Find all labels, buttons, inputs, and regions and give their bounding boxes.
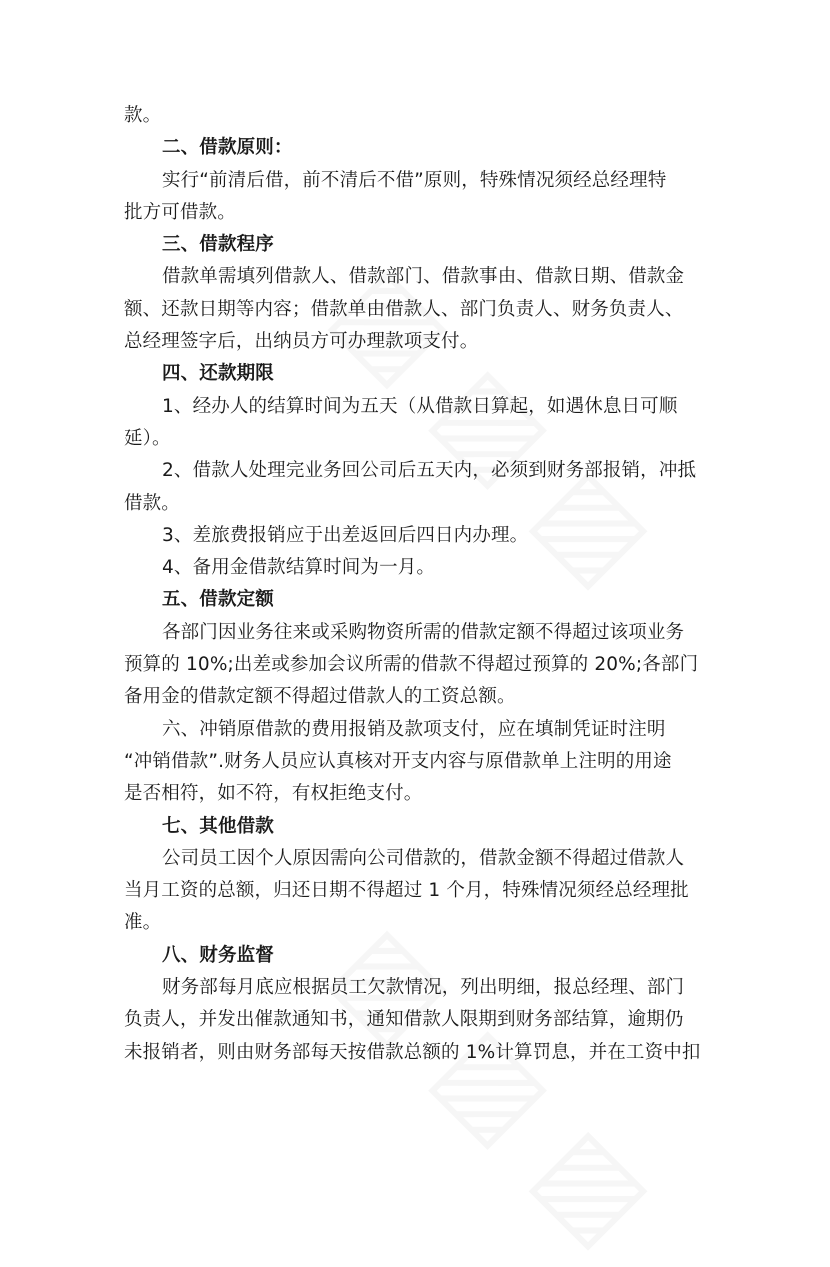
text-line: 公司员工因个人原因需向公司借款的，借款金额不得超过借款人 (162, 847, 685, 869)
text-line: 备用金的借款定额不得超过借款人的工资总额。 (124, 686, 516, 708)
text-line: 财务部每月底应根据员工欠款情况，列出明细，报总经理、部门 (162, 977, 685, 999)
text-line: “冲销借款”.财务人员应认真核对开支内容与原借款单上注明的用途 (124, 750, 672, 772)
text-line: 款。 (124, 105, 162, 126)
text-line: 批方可借款。 (124, 201, 236, 223)
section-heading: 八、财务监督 (162, 944, 274, 966)
section-heading: 三、借款程序 (162, 234, 274, 256)
text-line: 2、借款人处理完业务回公司后五天内，必须到财务部报销，冲抵 (162, 460, 697, 482)
section-heading: 四、还款期限 (162, 363, 274, 385)
section-heading: 二、借款原则： (162, 137, 293, 159)
text-line: 当月工资的总额，归还日期不得超过 1 个月，特殊情况须经总经理批 (124, 880, 689, 902)
text-line: 负责人，并发出催款通知书，通知借款人限期到财务部结算，逾期仍 (124, 1009, 684, 1031)
text-line: 六、冲销原借款的费用报销及款项支付，应在填制凭证时注明 (162, 718, 666, 740)
text-line: 预算的 10%;出差或参加会议所需的借款不得超过预算的 20%;各部门 (124, 654, 699, 676)
text-line: 3、差旅费报销应于出差返回后四日内办理。 (162, 524, 529, 546)
text-line: 额、还款日期等内容；借款单由借款人、部门负责人、财务负责人、 (124, 298, 684, 320)
text-line: 是否相符，如不符，有权拒绝支付。 (124, 783, 423, 805)
document-body (124, 100, 710, 1069)
text-line: 延）。 (124, 427, 171, 449)
text-line: 准。 (124, 912, 162, 934)
section-heading: 五、借款定额 (162, 589, 274, 611)
section-heading: 七、其他借款 (162, 815, 274, 837)
text-line: 实行“前清后借，前不清后不借”原则，特殊情况须经总经理特 (162, 169, 667, 191)
text-line: 4、备用金借款结算时间为一月。 (162, 557, 436, 579)
text-line: 借款。 (124, 492, 180, 514)
text-line: 未报销者，则由财务部每天按借款总额的 1%计算罚息，并在工资中扣 (124, 1041, 701, 1063)
text-line: 各部门因业务往来或采购物资所需的借款定额不得超过该项业务 (162, 621, 685, 643)
text-line: 1、经办人的结算时间为五天（从借款日算起，如遇休息日可顺 (162, 395, 678, 417)
text-line: 总经理签字后，出纳员方可办理款项支付。 (124, 331, 479, 353)
text-line: 借款单需填列借款人、借款部门、借款事由、借款日期、借款金 (162, 266, 685, 288)
